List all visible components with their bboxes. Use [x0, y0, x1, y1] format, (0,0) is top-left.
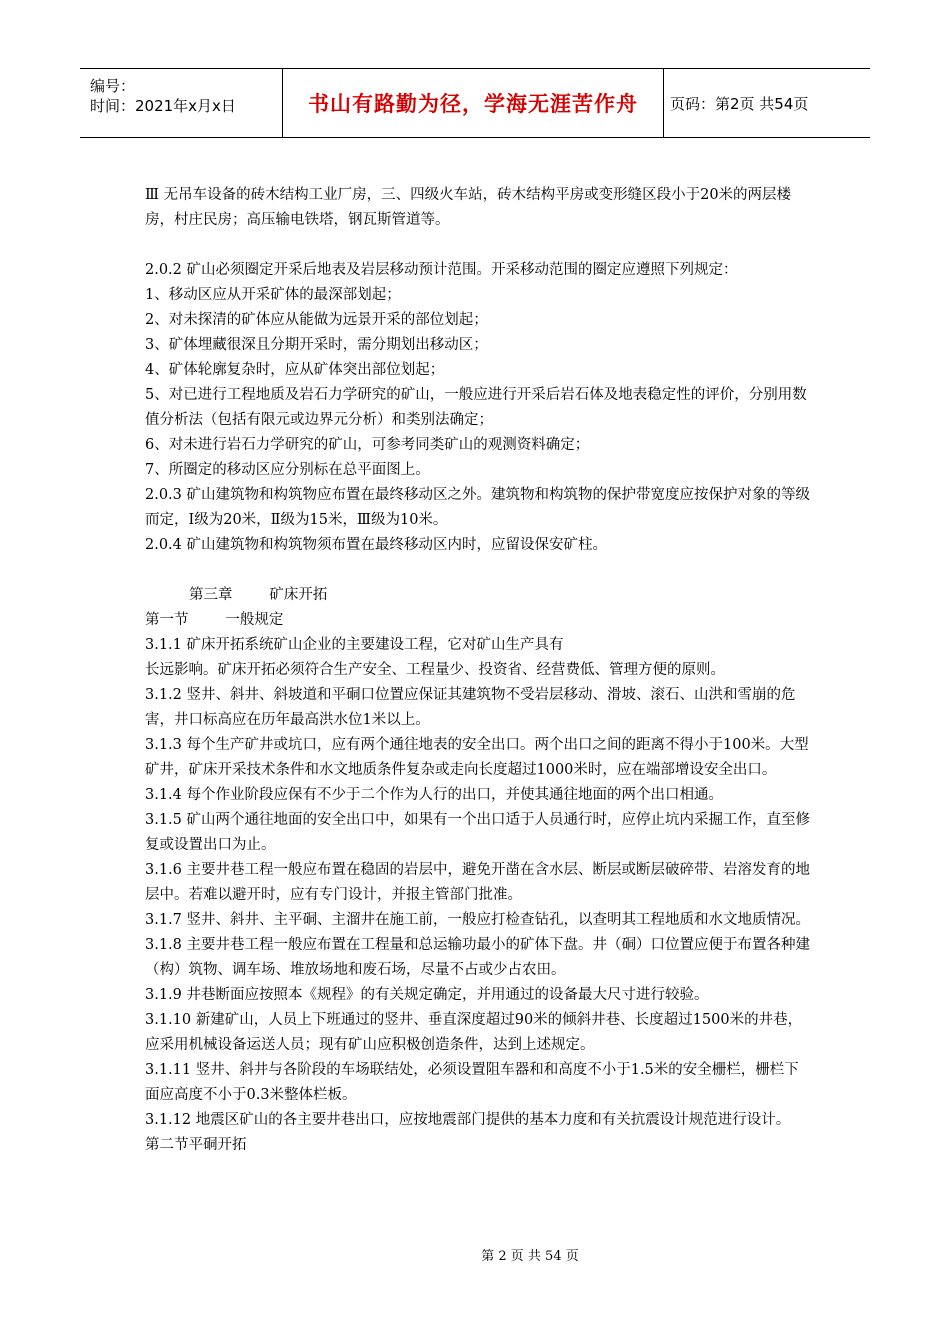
clause-3-1-9: 3.1.9 井巷断面应按照本《规程》的有关规定确定，并用通过的设备最大尺寸进行较验。	[145, 987, 709, 1003]
paragraph-class-iii: Ⅲ 无吊车设备的砖木结构工业厂房，三、四级火车站，砖木结构平房或变形缝区段小于20米的两层楼房，村庄民房；高压输电铁塔，钢瓦斯管道等。	[145, 187, 792, 228]
header-motto: 书山有路勤为径，学海无涯苦作舟	[283, 69, 664, 137]
list-item: 3、矿体埋藏很深且分期开采时，需分期划出移动区；	[145, 337, 488, 353]
time-label: 时间：2021年x月x日	[90, 97, 236, 115]
chapter-title: 第三章 矿床开拓	[189, 587, 328, 603]
clause-2-0-4: 2.0.4 矿山建筑物和构筑物须布置在最终移动区内时，应留设保安矿柱。	[145, 537, 608, 553]
clause-3-1-7: 3.1.7 竖井、斜井、主平硐、主溜井在施工前，一般应打检查钻孔，以查明其工程地质和水文地质情况。	[145, 912, 810, 928]
clause-3-1-10: 3.1.10 新建矿山，人员上下班通过的竖井、垂直深度超过90米的倾斜井巷、长度超过1500米的井巷，应采用机械设备运送人员；现有矿山应积极创造条件，达到上述规定。	[145, 1012, 803, 1053]
clause-2-0-2: 2.0.2 矿山必须圈定开采后地表及岩层移动预计范围。开采移动范围的圈定应遵照下列规定：	[145, 262, 738, 278]
list-item: 7、所圈定的移动区应分别标在总平面图上。	[145, 462, 430, 478]
number-label: 编号：	[90, 77, 136, 95]
clause-3-1-1-continued: 长远影响。矿床开拓必须符合生产安全、工程量少、投资省、经营费低、管理方便的原则。	[145, 662, 725, 678]
clause-2-0-3: 2.0.3 矿山建筑物和构筑物应布置在最终移动区之外。建筑物和构筑物的保护带宽度应按保护对象的等级而定，Ⅰ级为20米，Ⅱ级为15米，Ⅲ级为10米。	[145, 487, 810, 528]
clause-3-1-1: 3.1.1 矿床开拓系统矿山企业的主要建设工程，它对矿山生产具有	[145, 637, 564, 653]
section-title: 第一节 一般规定	[145, 612, 284, 628]
clause-3-1-2: 3.1.2 竖井、斜井、斜坡道和平硐口位置应保证其建筑物不受岩层移动、滑坡、滚石、山洪和雪崩的危害，井口标高应在历年最高洪水位1米以上。	[145, 687, 796, 728]
clause-3-1-3: 3.1.3 每个生产矿井或坑口，应有两个通往地表的安全出口。两个出口之间的距离不得小于100米。大型矿井，矿床开采技术条件和水文地质条件复杂或走向长度超过1000米时，应在端部增设安全出口。	[145, 737, 809, 778]
list-item: 1、移动区应从开采矿体的最深部划起；	[145, 287, 401, 303]
page-header	[80, 68, 870, 138]
section-title: 第二节平硐开拓	[145, 1137, 247, 1153]
clause-3-1-5: 3.1.5 矿山两个通往地面的安全出口中，如果有一个出口适于人员通行时，应停止坑内采掘工作，直至修复或设置出口为止。	[145, 812, 810, 853]
clause-3-1-4: 3.1.4 每个作业阶段应保有不少于二个作为人行的出口，并使其通往地面的两个出口相通。	[145, 787, 723, 803]
page-footer: 第 2 页 共 54 页	[481, 1249, 579, 1264]
clause-3-1-11: 3.1.11 竖井、斜井与各阶段的车场联结处，必须设置阻车器和和高度不小于1.5米的安全栅栏，栅栏下面应高度不小于0.3米整体栏板。	[145, 1062, 799, 1103]
document-body	[145, 183, 810, 1158]
list-item: 5、对已进行工程地质及岩石力学研究的矿山，一般应进行开采后岩石体及地表稳定性的评价，分别用数值分析法（包括有限元或边界元分析）和类别法确定；	[145, 387, 807, 428]
header-page-info: 页码：第2页 共54页	[670, 94, 809, 113]
clause-3-1-12: 3.1.12 地震区矿山的各主要井巷出口，应按地震部门提供的基本力度和有关抗震设计规范进行设计。	[145, 1112, 791, 1128]
clause-3-1-6: 3.1.6 主要井巷工程一般应布置在稳固的岩层中，避免开凿在含水层、断层或断层破碎带、岩溶发育的地层中。若难以避开时，应有专门设计，并报主管部门批准。	[145, 862, 810, 903]
header-meta	[80, 69, 283, 137]
list-item: 2、对未探清的矿体应从能做为远景开采的部位划起；	[145, 312, 488, 328]
list-item: 6、对未进行岩石力学研究的矿山，可参考同类矿山的观测资料确定；	[145, 437, 590, 453]
clause-3-1-8: 3.1.8 主要井巷工程一般应布置在工程量和总运输功最小的矿体下盘。井（硐）口位置应便于布置各种建（构）筑物、调车场、堆放场地和废石场，尽量不占或少占农田。	[145, 937, 810, 978]
list-item: 4、矿体轮廓复杂时，应从矿体突出部位划起；	[145, 362, 445, 378]
